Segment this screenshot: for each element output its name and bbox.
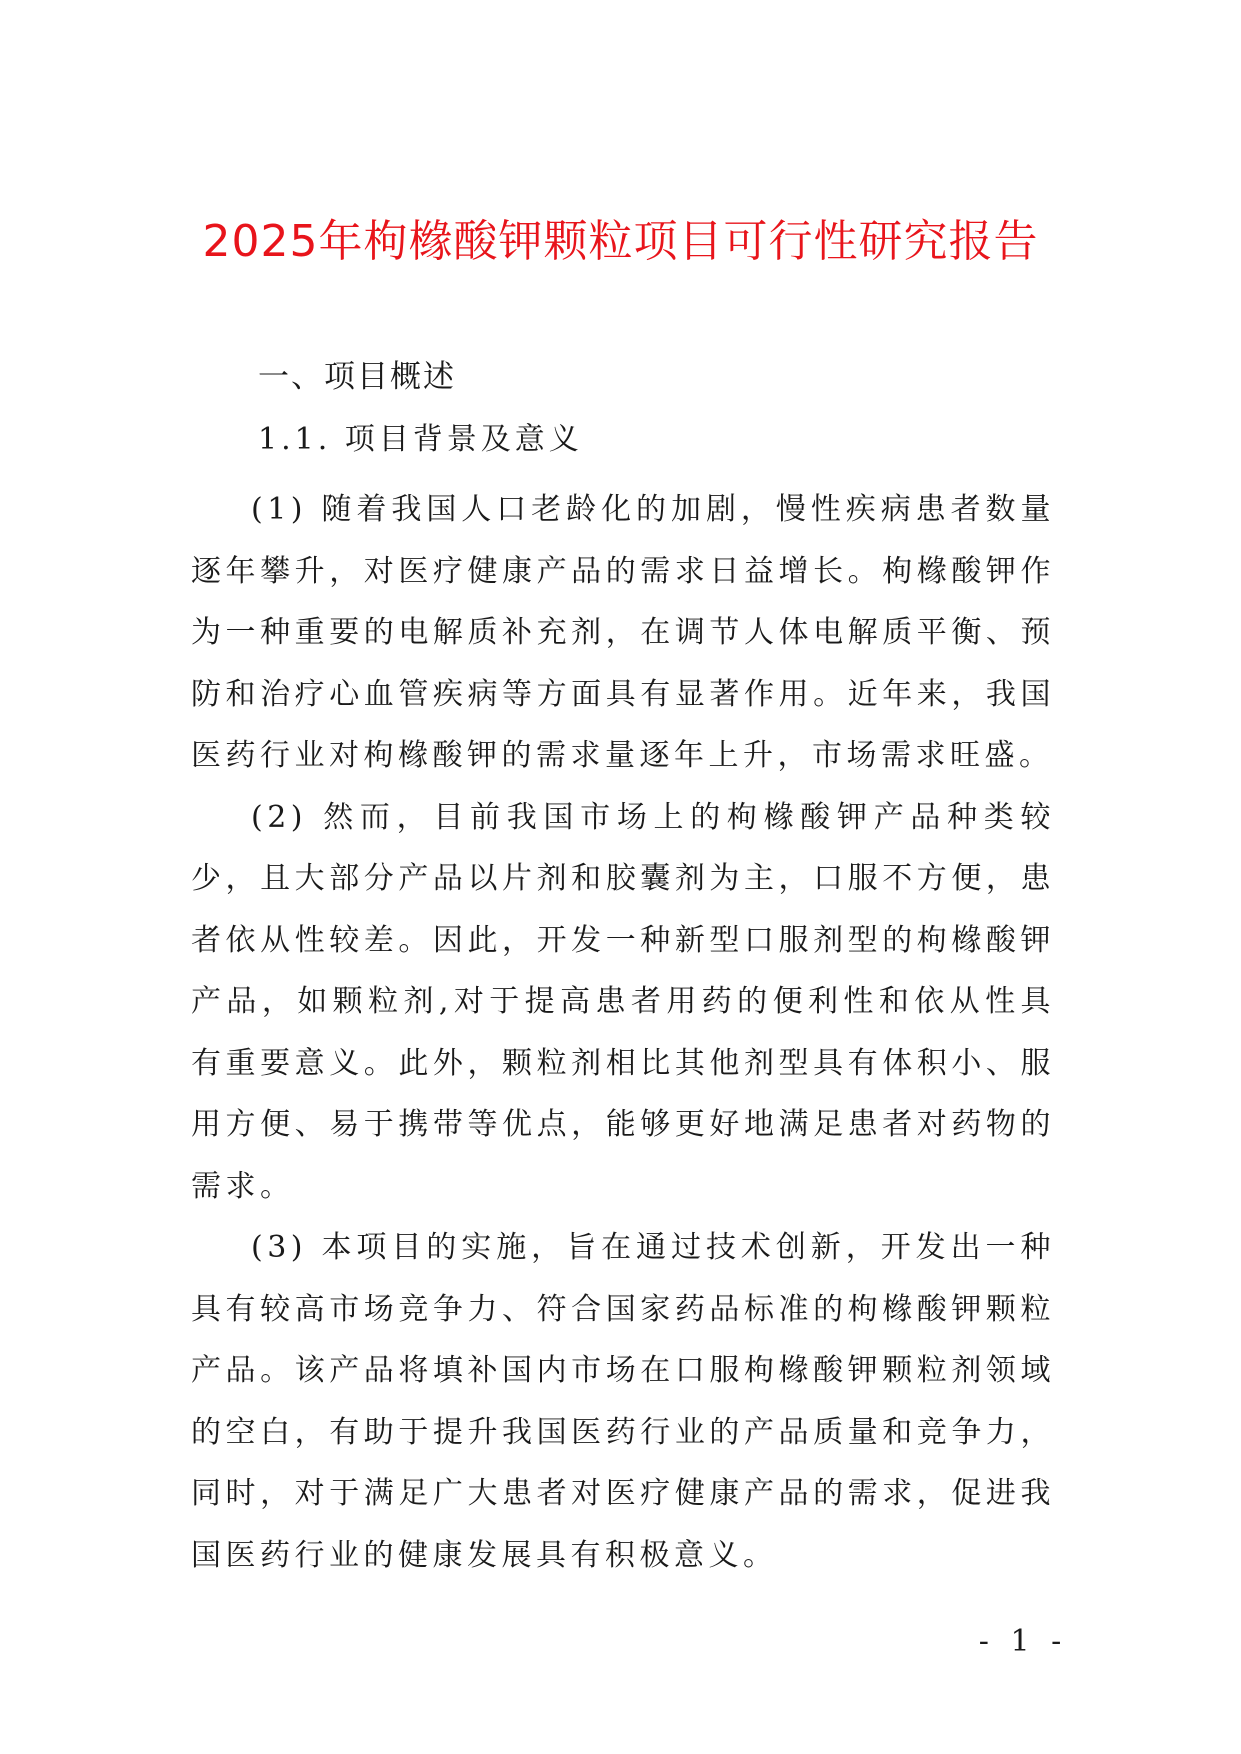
paragraph-3: (3) 本项目的实施，旨在通过技术创新，开发出一种具有较高市场竞争力、符合国家药品标准的枸橼酸钾颗粒产品。该产品将填补国内市场在口服枸橼酸钾颗粒剂领域的空白，有助于提升我国医药行业的产品质量和竞争力，同时，对于满足广大患者对医疗健康产品的需求，促进我国医药行业的健康发展具有积极意义。 xyxy=(191,1230,1055,1573)
section-heading: 一、项目概述 xyxy=(258,359,456,395)
page-number: - 1 - xyxy=(978,1624,1068,1659)
page-title: 2025年枸橼酸钾颗粒项目可行性研究报告 xyxy=(202,216,1039,267)
body-text xyxy=(191,479,1055,1586)
paragraph-1: (1) 随着我国人口老龄化的加剧，慢性疾病患者数量逐年攀升，对医疗健康产品的需求日益增长。枸橼酸钾作为一种重要的电解质补充剂，在调节人体电解质平衡、预防和治疗心血管疾病等方面具有显著作用。近年来，我国医药行业对枸橼酸钾的需求量逐年上升，市场需求旺盛。 xyxy=(191,492,1055,773)
sub-heading: 1.1. 项目背景及意义 xyxy=(258,422,583,457)
paragraph-2: (2) 然而，目前我国市场上的枸橼酸钾产品种类较少，且大部分产品以片剂和胶囊剂为主，口服不方便，患者依从性较差。因此，开发一种新型口服剂型的枸橼酸钾产品，如颗粒剂,对于提高患者用药的便利性和依从性具有重要意义。此外，颗粒剂相比其他剂型具有体积小、服用方便、易于携带等优点，能够更好地满足患者对药物的需求。 xyxy=(191,799,1055,1204)
